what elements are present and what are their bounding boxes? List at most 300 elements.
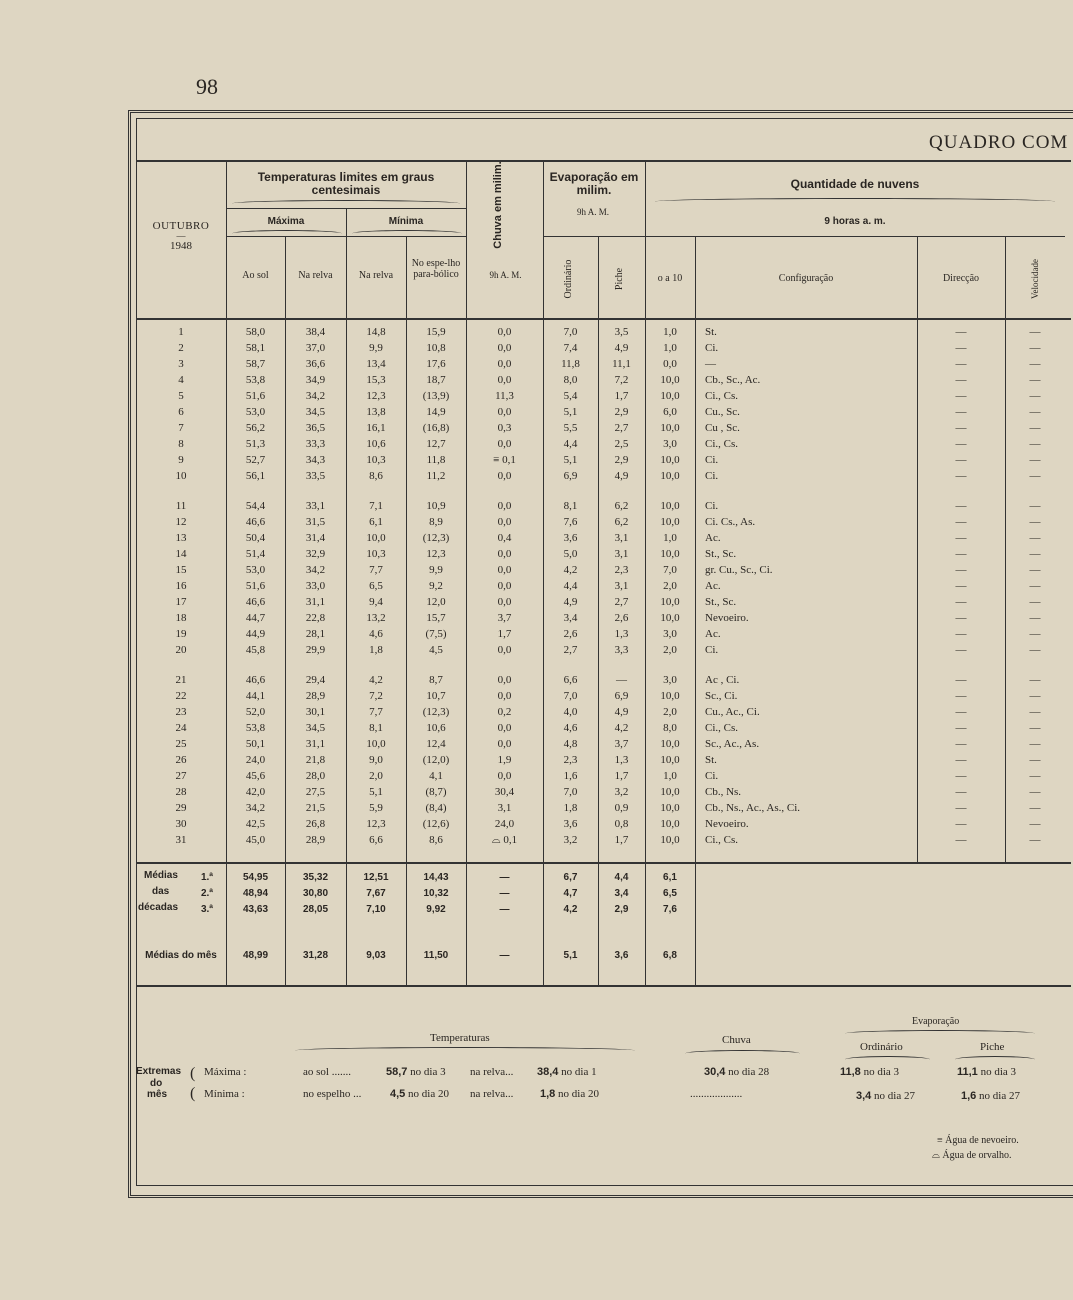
decade-ord: 6,7 (563, 872, 578, 883)
cell-chuva: 3,7 (497, 612, 512, 624)
decade-q: 6,1 (663, 872, 677, 883)
cell-min-espelho: 8,9 (429, 516, 443, 528)
cell-nuvens-configuracao: gr. Cu., Sc., Ci. (705, 564, 773, 576)
cell-day: 26 (175, 754, 187, 766)
cell-min-espelho: 12,7 (426, 438, 446, 450)
cell-min-na-relva: 10,3 (366, 548, 386, 560)
cell-max-na-relva: 34,5 (305, 722, 326, 734)
footer-min-esp-val: 4,5 (390, 1088, 406, 1100)
cell-nuvens-direccao: — (955, 674, 967, 686)
cell-evap-piche: 11,1 (612, 358, 631, 370)
cell-evap-ordinario: 3,4 (563, 612, 578, 624)
cell-evap-ordinario: 11,8 (561, 358, 580, 370)
footer-minima: Mínima : (204, 1088, 245, 1100)
cell-chuva: 0,0 (497, 342, 512, 354)
cell-min-espelho: 10,7 (426, 690, 446, 702)
cell-evap-piche: 2,6 (614, 612, 629, 624)
cell-evap-ordinario: 5,1 (563, 406, 578, 418)
cell-nuvens-configuracao: Nevoeiro. (705, 612, 749, 624)
cell-min-na-relva: 6,6 (369, 834, 383, 846)
cell-max-ao-sol: 51,3 (245, 438, 266, 450)
cell-min-na-relva: 6,5 (369, 580, 383, 592)
footer-chuva-max-dia: no dia 28 (728, 1066, 770, 1078)
cell-nuvens-quantidade: 1,0 (663, 326, 677, 338)
cell-chuva: 24,0 (494, 818, 515, 830)
cell-nuvens-quantidade: 10,0 (660, 738, 680, 750)
cell-min-espelho: 12,3 (426, 548, 446, 560)
cell-nuvens-configuracao: Ci. (705, 454, 719, 466)
cell-nuvens-velocidade: — (1029, 674, 1041, 686)
summary-label-decadas: décadas (138, 902, 179, 913)
cell-chuva: 0,0 (497, 690, 512, 702)
summary-label-das: das (152, 886, 170, 897)
cell-chuva: 0,0 (497, 326, 512, 338)
footer-temp-brace (295, 1047, 635, 1054)
cell-day: 18 (175, 612, 187, 624)
cell-nuvens-direccao: — (955, 500, 967, 512)
mes-q: 6,8 (663, 950, 677, 961)
cell-nuvens-direccao: — (955, 690, 967, 702)
cell-evap-piche: 6,9 (614, 690, 629, 702)
cell-nuvens-direccao: — (955, 834, 967, 846)
cell-nuvens-velocidade: — (1029, 390, 1041, 402)
cell-evap-piche: 0,9 (614, 802, 629, 814)
cell-nuvens-configuracao: Nevoeiro. (705, 818, 749, 830)
decade-q: 7,6 (663, 904, 677, 915)
cell-evap-ordinario: 3,6 (563, 818, 578, 830)
cell-min-espelho: 12,0 (426, 596, 446, 608)
minima-header: Mínima (388, 216, 424, 227)
cell-max-ao-sol: 58,7 (245, 358, 266, 370)
chuva-header: Chuva em milim. (492, 161, 504, 249)
cell-nuvens-velocidade: — (1029, 754, 1041, 766)
cell-evap-ordinario: 5,0 (563, 548, 578, 560)
cell-nuvens-configuracao: Cb., Ns. (705, 786, 742, 798)
cell-nuvens-direccao: — (955, 706, 967, 718)
cell-evap-piche: 1,7 (614, 390, 629, 402)
cell-nuvens-velocidade: — (1029, 358, 1041, 370)
cell-nuvens-direccao: — (955, 770, 967, 782)
cell-min-espelho: 12,4 (426, 738, 446, 750)
na-relva-max-header: Na relva (298, 270, 333, 281)
decade-ord: 4,7 (563, 888, 578, 899)
cell-evap-piche: 4,9 (614, 706, 629, 718)
cell-max-ao-sol: 45,6 (245, 770, 266, 782)
footer-pic-max-dia: no dia 3 (980, 1066, 1017, 1078)
decade-number: 1.ª (200, 872, 214, 883)
cell-min-espelho: (12,0) (422, 754, 450, 766)
cell-chuva: 0,0 (497, 738, 512, 750)
cell-evap-piche: 1,7 (614, 770, 629, 782)
cell-max-ao-sol: 53,0 (245, 564, 266, 576)
decade-chuva: — (499, 872, 510, 883)
cell-min-espelho: (13,9) (422, 390, 450, 402)
decade-mrelva: 12,51 (363, 872, 389, 883)
cell-nuvens-configuracao: Ci. (705, 342, 719, 354)
cell-nuvens-direccao: — (955, 532, 967, 544)
cell-day: 28 (175, 786, 187, 798)
cell-min-espelho: 17,6 (426, 358, 446, 370)
decade-pic: 4,4 (614, 872, 629, 883)
nuvens-header: Quantidade de nuvens (790, 177, 920, 191)
footer-do: do (150, 1078, 163, 1089)
cell-nuvens-configuracao: St. (705, 754, 717, 766)
footer-piche-brace (955, 1056, 1035, 1063)
cell-day: 17 (175, 596, 187, 608)
cell-min-na-relva: 7,1 (369, 500, 383, 512)
cell-max-ao-sol: 52,7 (245, 454, 266, 466)
escala-header: o a 10 (657, 273, 683, 284)
cell-max-na-relva: 37,0 (305, 342, 326, 354)
cell-max-na-relva: 34,2 (305, 564, 326, 576)
cell-nuvens-velocidade: — (1029, 532, 1041, 544)
cell-nuvens-quantidade: 10,0 (660, 818, 680, 830)
cell-day: 29 (175, 802, 187, 814)
cell-day: 6 (178, 406, 184, 418)
cell-min-espelho: 11,8 (426, 454, 446, 466)
cell-nuvens-quantidade: 2,0 (663, 644, 677, 656)
cell-max-na-relva: 28,0 (305, 770, 326, 782)
cell-nuvens-configuracao: Cu., Sc. (705, 406, 740, 418)
cell-evap-piche: 1,7 (614, 834, 629, 846)
cell-evap-piche: 1,3 (614, 754, 629, 766)
cell-day: 10 (175, 470, 187, 482)
cell-nuvens-velocidade: — (1029, 644, 1041, 656)
cell-max-na-relva: 36,6 (305, 358, 326, 370)
cell-evap-ordinario: 4,2 (563, 564, 578, 576)
cell-min-na-relva: 12,3 (366, 390, 386, 402)
cell-nuvens-velocidade: — (1029, 374, 1041, 386)
cell-chuva: 3,1 (497, 802, 512, 814)
cell-min-na-relva: 14,8 (366, 326, 386, 338)
footer-chuva: Chuva (722, 1034, 751, 1046)
cell-nuvens-quantidade: 8,0 (663, 722, 677, 734)
cell-min-espelho: 18,7 (426, 374, 446, 386)
footer-temperaturas: Temperaturas (430, 1032, 490, 1044)
cell-max-na-relva: 27,5 (305, 786, 326, 798)
decade-pic: 3,4 (614, 888, 629, 899)
cell-chuva: 0,0 (497, 516, 512, 528)
cell-nuvens-direccao: — (955, 516, 967, 528)
cell-min-espelho: (12,3) (422, 532, 450, 544)
cell-evap-piche: 2,7 (614, 422, 629, 434)
cell-nuvens-quantidade: 10,0 (660, 500, 680, 512)
cell-nuvens-direccao: — (955, 470, 967, 482)
cell-min-na-relva: 5,9 (369, 802, 383, 814)
cell-min-na-relva: 13,2 (366, 612, 386, 624)
cell-nuvens-quantidade: 3,0 (663, 628, 677, 640)
cell-max-na-relva: 36,5 (305, 422, 326, 434)
cell-min-espelho: (7,5) (425, 628, 447, 640)
cell-evap-piche: 3,1 (614, 548, 629, 560)
cell-evap-ordinario: 8,1 (563, 500, 578, 512)
cell-nuvens-quantidade: 10,0 (660, 390, 680, 402)
cell-day: 8 (178, 438, 184, 450)
footer-min-relva-lbl: na relva... (470, 1088, 514, 1100)
cell-max-na-relva: 33,3 (305, 438, 326, 450)
cell-evap-ordinario: 2,6 (563, 628, 578, 640)
cell-evap-piche: 4,9 (614, 470, 629, 482)
decade-mrelva: 7,67 (366, 888, 386, 899)
cell-chuva: 0,0 (497, 596, 512, 608)
temp-group-header: Temperaturas limites em graus centesimais (257, 170, 435, 197)
cell-max-na-relva: 29,9 (305, 644, 326, 656)
cell-evap-ordinario: 3,6 (563, 532, 578, 544)
cell-nuvens-quantidade: 6,0 (663, 406, 677, 418)
cell-nuvens-quantidade: 10,0 (660, 802, 680, 814)
cell-chuva: 0,0 (497, 406, 512, 418)
cell-nuvens-quantidade: 1,0 (663, 532, 677, 544)
cell-day: 19 (175, 628, 187, 640)
cell-nuvens-quantidade: 1,0 (663, 342, 677, 354)
cell-nuvens-velocidade: — (1029, 438, 1041, 450)
cell-evap-ordinario: 4,6 (563, 722, 578, 734)
decade-relva: 30,80 (302, 888, 329, 899)
cell-nuvens-configuracao: Cb., Ns., Ac., As., Ci. (705, 802, 801, 814)
cell-nuvens-velocidade: — (1029, 406, 1041, 418)
mes-ord: 5,1 (563, 950, 578, 961)
cell-nuvens-velocidade: — (1029, 834, 1041, 846)
cell-nuvens-quantidade: 10,0 (660, 834, 680, 846)
cell-min-na-relva: 9,0 (369, 754, 383, 766)
cell-nuvens-configuracao: Ci. (705, 644, 719, 656)
footer-min-relva-val: 1,8 (540, 1088, 556, 1100)
nuvens-time-header: 9 horas a. m. (824, 216, 886, 227)
cell-nuvens-configuracao: Ac. (705, 532, 721, 544)
cell-nuvens-configuracao: Ci. (705, 770, 719, 782)
cell-evap-ordinario: 7,6 (563, 516, 578, 528)
evap-time-header: 9h A. M. (576, 207, 609, 217)
cell-nuvens-direccao: — (955, 358, 967, 370)
cell-max-ao-sol: 24,0 (245, 754, 266, 766)
cell-min-espelho: (12,3) (422, 706, 450, 718)
cell-min-na-relva: 10,0 (366, 532, 386, 544)
cell-nuvens-direccao: — (955, 438, 967, 450)
cell-min-na-relva: 10,0 (366, 738, 386, 750)
cell-chuva: 0,0 (497, 358, 512, 370)
cell-min-na-relva: 8,1 (369, 722, 383, 734)
cell-max-ao-sol: 45,0 (245, 834, 266, 846)
cell-day: 20 (175, 644, 187, 656)
cell-min-espelho: (12,6) (422, 818, 450, 830)
nuvens-sub-rule (645, 236, 1065, 237)
cell-chuva: 0,0 (497, 548, 512, 560)
cell-max-na-relva: 34,9 (305, 374, 326, 386)
footer-ord-min-val: 3,4 (856, 1090, 872, 1102)
cell-max-na-relva: 34,2 (305, 390, 326, 402)
cell-day: 12 (175, 516, 187, 528)
decade-chuva: — (499, 904, 510, 915)
cell-evap-ordinario: 4,4 (563, 438, 578, 450)
cell-max-na-relva: 28,9 (305, 834, 326, 846)
cell-min-espelho: 10,8 (426, 342, 446, 354)
cell-min-na-relva: 5,1 (369, 786, 383, 798)
decade-sol: 48,94 (242, 888, 269, 899)
cell-evap-ordinario: 4,8 (563, 738, 578, 750)
footer-max-sol-lbl: ao sol ....... (303, 1066, 351, 1078)
footer-chuva-max-val: 30,4 (704, 1066, 726, 1078)
cell-nuvens-quantidade: 0,0 (663, 358, 677, 370)
cell-nuvens-direccao: — (955, 644, 967, 656)
cell-min-espelho: 4,1 (429, 770, 443, 782)
cell-max-ao-sol: 51,6 (245, 390, 266, 402)
na-relva-min-header: Na relva (358, 270, 394, 281)
cell-max-na-relva: 32,9 (305, 548, 326, 560)
cell-nuvens-direccao: — (955, 754, 967, 766)
cell-min-espelho: (8,7) (425, 786, 447, 798)
cell-min-espelho: (16,8) (422, 422, 450, 434)
cell-chuva: 0,0 (497, 770, 512, 782)
cell-chuva: 0,3 (497, 422, 512, 434)
cell-chuva: 30,4 (494, 786, 515, 798)
cell-evap-ordinario: 4,9 (563, 596, 578, 608)
cell-max-na-relva: 21,5 (305, 802, 326, 814)
legend-orvalho: ⌓ Água de orvalho. (932, 1150, 1012, 1161)
cell-min-espelho: 9,2 (429, 580, 443, 592)
cell-nuvens-configuracao: Ac , Ci. (705, 674, 740, 686)
cell-day: 16 (175, 580, 187, 592)
cell-nuvens-configuracao: Ci. (705, 500, 719, 512)
footer-ord-min-dia: no dia 27 (874, 1090, 915, 1102)
footer-min-esp-dia: no dia 20 (408, 1088, 449, 1100)
cell-nuvens-velocidade: — (1029, 326, 1041, 338)
decade-relva: 35,32 (302, 872, 329, 883)
cell-nuvens-velocidade: — (1029, 690, 1041, 702)
cell-max-ao-sol: 44,9 (245, 628, 266, 640)
footer-maxima: Máxima : (204, 1066, 247, 1078)
cell-nuvens-velocidade: — (1029, 706, 1041, 718)
cell-nuvens-velocidade: — (1029, 802, 1041, 814)
cell-nuvens-configuracao: Cu , Sc. (705, 422, 740, 434)
cell-evap-piche: 4,9 (614, 342, 629, 354)
cell-nuvens-quantidade: 3,0 (663, 674, 677, 686)
cell-evap-ordinario: 3,2 (563, 834, 578, 846)
cell-min-na-relva: 16,1 (366, 422, 386, 434)
header-top-rule (136, 160, 1071, 162)
body-bottom-rule (136, 862, 1071, 864)
cell-max-na-relva: 33,1 (305, 500, 326, 512)
cell-max-ao-sol: 58,1 (245, 342, 266, 354)
footer-max-relva-lbl: na relva... (470, 1066, 514, 1078)
cell-nuvens-velocidade: — (1029, 470, 1041, 482)
footer-ord-brace (845, 1056, 930, 1063)
cell-day: 23 (175, 706, 187, 718)
cell-chuva: 0,0 (497, 580, 512, 592)
cell-chuva: 0,0 (497, 722, 512, 734)
cell-nuvens-direccao: — (955, 786, 967, 798)
cell-nuvens-configuracao: Ac. (705, 580, 721, 592)
cell-max-ao-sol: 51,4 (245, 548, 266, 560)
cell-max-na-relva: 31,4 (305, 532, 326, 544)
cell-min-espelho: 15,7 (426, 612, 446, 624)
cell-max-na-relva: 31,1 (305, 596, 326, 608)
footer-chuva-brace (685, 1050, 800, 1057)
cell-evap-piche: — (616, 674, 627, 686)
footer-min-relva-dia: no dia 20 (558, 1088, 599, 1100)
cell-nuvens-direccao: — (955, 422, 967, 434)
cell-min-na-relva: 9,9 (369, 342, 383, 354)
maxima-brace (232, 230, 342, 237)
cell-evap-piche: 4,2 (614, 722, 629, 734)
cell-max-ao-sol: 53,8 (245, 374, 266, 386)
footer-evap-brace (845, 1030, 1035, 1037)
decade-esp: 9,92 (426, 904, 446, 915)
decade-esp: 10,32 (423, 888, 449, 899)
decade-number: 3.ª (200, 904, 214, 915)
cell-max-ao-sol: 50,4 (245, 532, 266, 544)
footer-mes: mês (147, 1089, 168, 1100)
mes-chuva: — (499, 950, 510, 961)
mes-relva: 31,28 (302, 950, 329, 961)
cell-nuvens-configuracao: Cb., Sc., Ac. (705, 374, 761, 386)
cell-nuvens-quantidade: 2,0 (663, 706, 677, 718)
cell-evap-ordinario: 7,0 (563, 786, 578, 798)
cell-max-ao-sol: 54,4 (245, 500, 266, 512)
cell-evap-piche: 2,3 (614, 564, 629, 576)
cell-chuva: 11,3 (495, 390, 514, 402)
maxima-header: Máxima (267, 216, 305, 227)
nuvens-brace (655, 198, 1055, 205)
decade-ord: 4,2 (563, 904, 578, 915)
cell-max-ao-sol: 45,8 (245, 644, 266, 656)
cell-evap-ordinario: 8,0 (563, 374, 578, 386)
footer-chuva-min: ................... (690, 1088, 743, 1100)
cell-nuvens-direccao: — (955, 454, 967, 466)
cell-min-espelho: (8,4) (425, 802, 447, 814)
cell-max-ao-sol: 42,0 (245, 786, 266, 798)
cell-max-na-relva: 33,5 (305, 470, 326, 482)
cell-evap-piche: 2,7 (614, 596, 629, 608)
evap-header: Evaporação em milim. (549, 170, 639, 197)
cell-min-espelho: 14,9 (426, 406, 446, 418)
cell-max-na-relva: 31,1 (305, 738, 326, 750)
cell-nuvens-direccao: — (955, 580, 967, 592)
cell-nuvens-quantidade: 10,0 (660, 516, 680, 528)
page-number: 98 (196, 74, 218, 99)
cell-max-ao-sol: 53,0 (245, 406, 266, 418)
cell-nuvens-direccao: — (955, 548, 967, 560)
cell-day: 4 (178, 374, 184, 386)
piche-header: Piche (614, 267, 625, 291)
cell-max-ao-sol: 44,7 (245, 612, 266, 624)
cell-nuvens-quantidade: 10,0 (660, 612, 680, 624)
cell-max-ao-sol: 51,6 (245, 580, 266, 592)
cell-nuvens-configuracao: Ac. (705, 628, 721, 640)
cell-nuvens-velocidade: — (1029, 342, 1041, 354)
cell-max-ao-sol: 56,1 (245, 470, 266, 482)
page-title: QUADRO COM (929, 132, 1069, 153)
cell-chuva: 0,0 (497, 500, 512, 512)
cell-nuvens-quantidade: 10,0 (660, 422, 680, 434)
cell-max-na-relva: 28,9 (305, 690, 326, 702)
espelho-header: No espe-lho para-bólico (411, 258, 461, 280)
cell-min-espelho: 9,9 (429, 564, 443, 576)
footer-evaporacao: Evaporação (912, 1016, 960, 1027)
decade-number: 2.ª (200, 888, 214, 899)
cell-evap-piche: 2,9 (614, 454, 629, 466)
cell-chuva: 0,4 (497, 532, 512, 544)
cell-nuvens-velocidade: — (1029, 580, 1041, 592)
header-bottom-rule (136, 318, 1071, 320)
cell-nuvens-velocidade: — (1029, 770, 1041, 782)
cell-min-na-relva: 4,6 (369, 628, 383, 640)
cell-min-na-relva: 10,6 (366, 438, 386, 450)
cell-max-na-relva: 34,5 (305, 406, 326, 418)
cell-max-ao-sol: 50,1 (245, 738, 266, 750)
cell-min-espelho: 8,6 (429, 834, 443, 846)
cell-evap-ordinario: 1,6 (563, 770, 578, 782)
cell-evap-ordinario: 7,0 (563, 326, 578, 338)
